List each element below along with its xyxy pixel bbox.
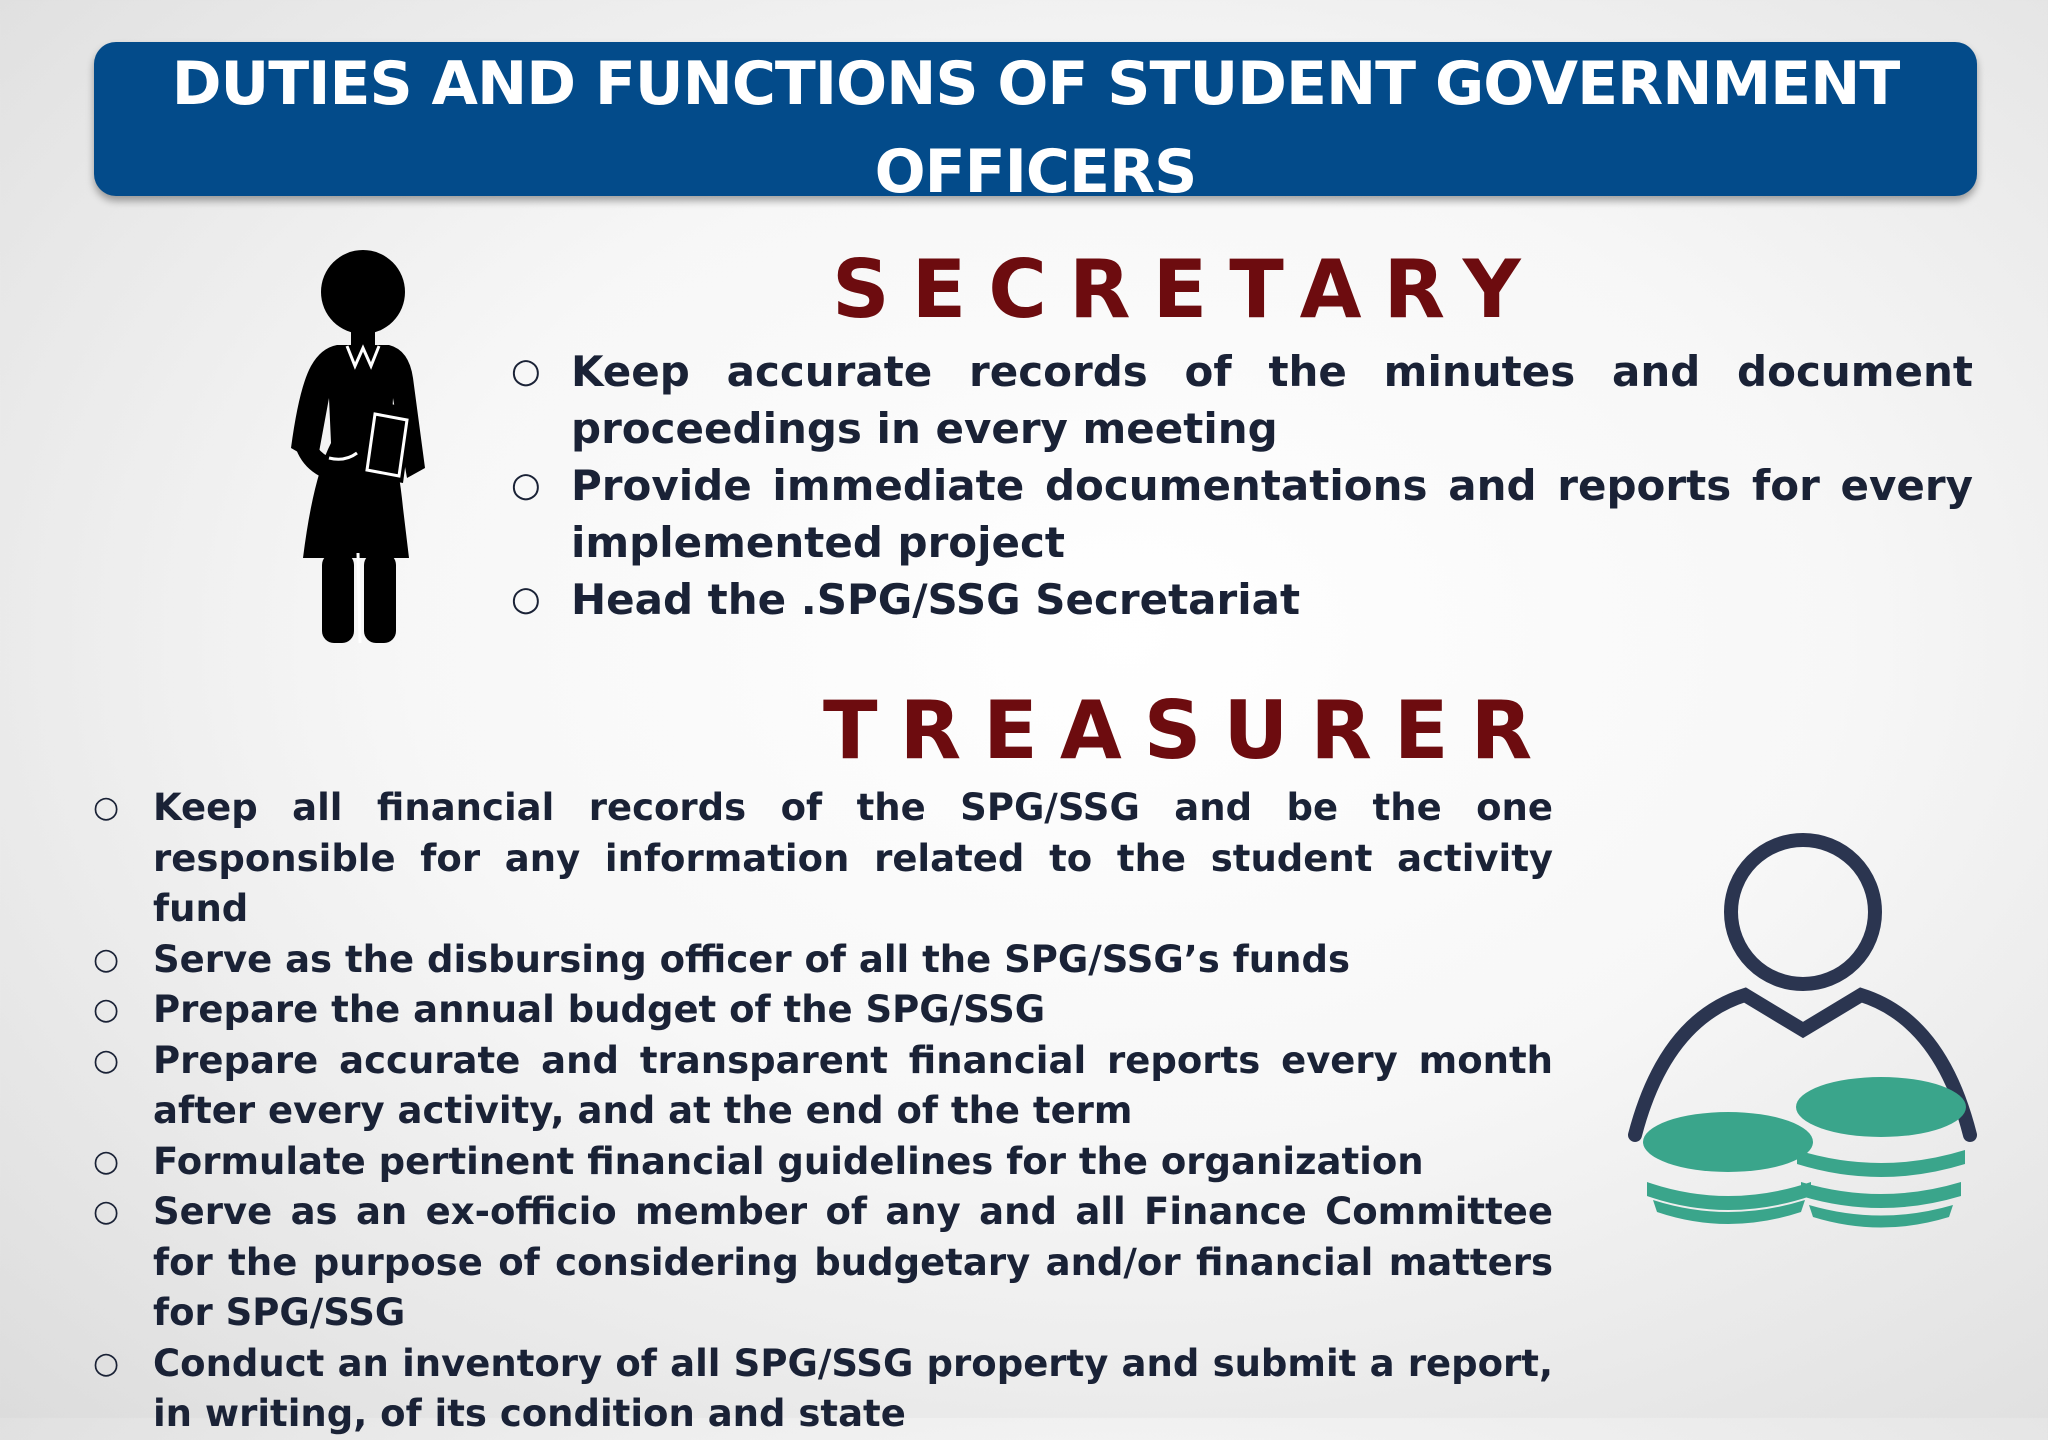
list-item: [511, 457, 1973, 571]
duty-text: Serve as the disbursing officer of all the SPG/SSG’s funds: [153, 937, 1350, 981]
duty-text: Serve as an ex-officio member of any and all Finance Committee for the purpose of considering budgetary and/or financial matters for SPG/SSG: [153, 1190, 1553, 1334]
person-with-coins-icon: [1625, 830, 1980, 1230]
treasurer-duty-list: [93, 783, 1553, 1440]
list-item: [93, 783, 1553, 935]
bullet-icon: ○: [511, 351, 541, 391]
list-item: [93, 1339, 1553, 1440]
bullet-icon: ○: [93, 1345, 120, 1381]
bullet-icon: ○: [511, 465, 541, 505]
duty-text: Keep all financial records of the SPG/SSG and be the one responsible for any information related to the student activity fund: [153, 786, 1553, 930]
list-item: [93, 1036, 1553, 1137]
duty-text: Formulate pertinent financial guidelines for the organization: [153, 1139, 1424, 1183]
bullet-icon: ○: [511, 579, 541, 619]
bullet-icon: ○: [93, 1143, 120, 1179]
bullet-icon: ○: [93, 992, 120, 1027]
secretary-woman-icon: [285, 248, 460, 648]
duty-text: Conduct an inventory of all SPG/SSG property and submit a report, in writing, of its condition and state: [153, 1341, 1553, 1435]
duty-text: Provide immediate documentations and reports for every implemented project: [571, 461, 1973, 567]
duty-text: Head the .SPG/SSG Secretariat: [571, 575, 1301, 624]
bullet-icon: ○: [93, 941, 120, 977]
list-item: [93, 1187, 1553, 1339]
duty-text: Keep accurate records of the minutes and document proceedings in every meeting: [571, 347, 1973, 453]
treasurer-heading: TREASURER: [823, 684, 1555, 777]
list-item: [511, 571, 1973, 628]
bullet-icon: ○: [93, 1194, 120, 1229]
list-item: [511, 343, 1973, 457]
list-item: [93, 935, 1553, 986]
secretary-duty-list: [511, 343, 1973, 628]
secretary-heading: SECRETARY: [832, 243, 1543, 336]
duty-text: Prepare accurate and transparent financial reports every month after every activity, and at the end of the term: [153, 1038, 1553, 1132]
list-item: [93, 1137, 1553, 1188]
bullet-icon: ○: [93, 790, 120, 825]
duty-text: Prepare the annual budget of the SPG/SSG: [153, 988, 1046, 1031]
list-item: [93, 985, 1553, 1036]
bullet-icon: ○: [93, 1042, 120, 1078]
page-title: DUTIES AND FUNCTIONS OF STUDENT GOVERNMENT OFFICERS: [171, 49, 1900, 207]
